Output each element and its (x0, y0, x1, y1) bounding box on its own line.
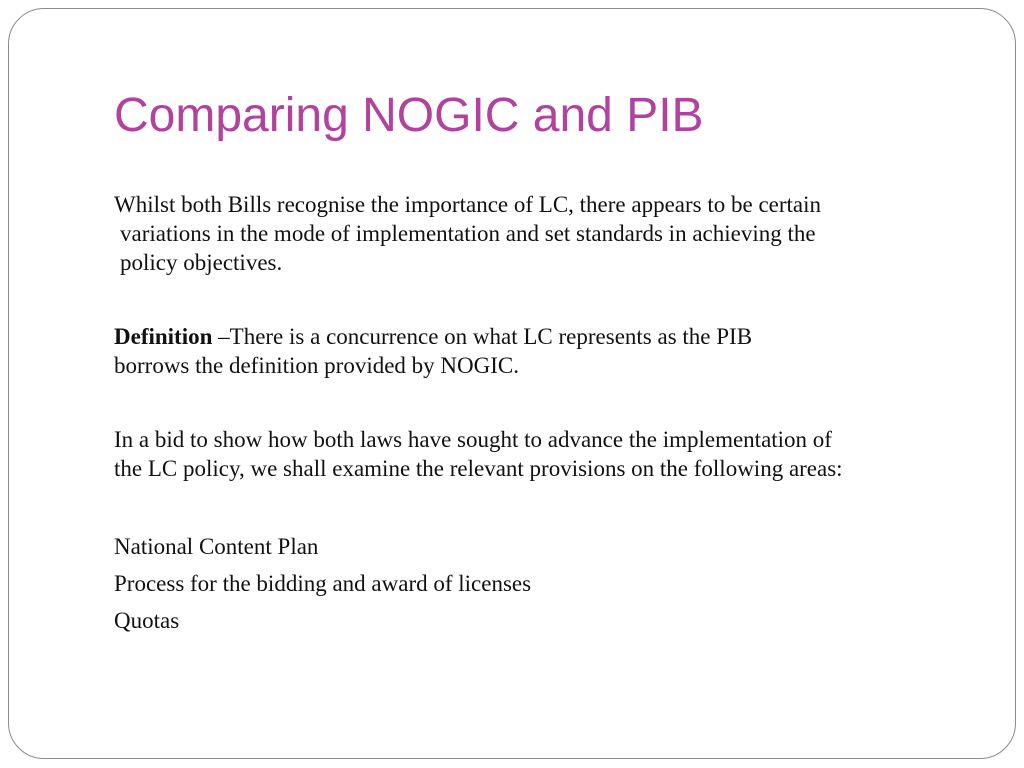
list-item: Process for the bidding and award of licenses (114, 571, 532, 596)
bid-line-1: In a bid to show how both laws have sought to advance the implementation of (114, 427, 832, 452)
bid-line-2: the LC policy, we shall examine the relevant provisions on the following areas: (114, 456, 843, 481)
definition-line-2: borrows the definition provided by NOGIC. (114, 353, 519, 378)
definition-dash: – (212, 324, 230, 349)
slide-title: Comparing NOGIC and PIB (114, 89, 704, 142)
definition-text: There is a concurrence on what LC represents as the PIB (229, 324, 753, 349)
intro-line-2: variations in the mode of implementation and set standards in achieving the (120, 221, 816, 246)
definition-paragraph (114, 322, 974, 380)
intro-line-1: Whilst both Bills recognise the importance of LC, there appears to be certain (114, 192, 822, 217)
areas-list (114, 528, 531, 639)
intro-line-3: policy objectives. (120, 250, 283, 275)
bid-paragraph (114, 425, 994, 483)
intro-paragraph (114, 190, 964, 277)
definition-term: Definition (114, 324, 213, 349)
list-item: Quotas (114, 608, 180, 633)
list-item: National Content Plan (114, 534, 319, 559)
definition-line-1 (114, 322, 974, 351)
